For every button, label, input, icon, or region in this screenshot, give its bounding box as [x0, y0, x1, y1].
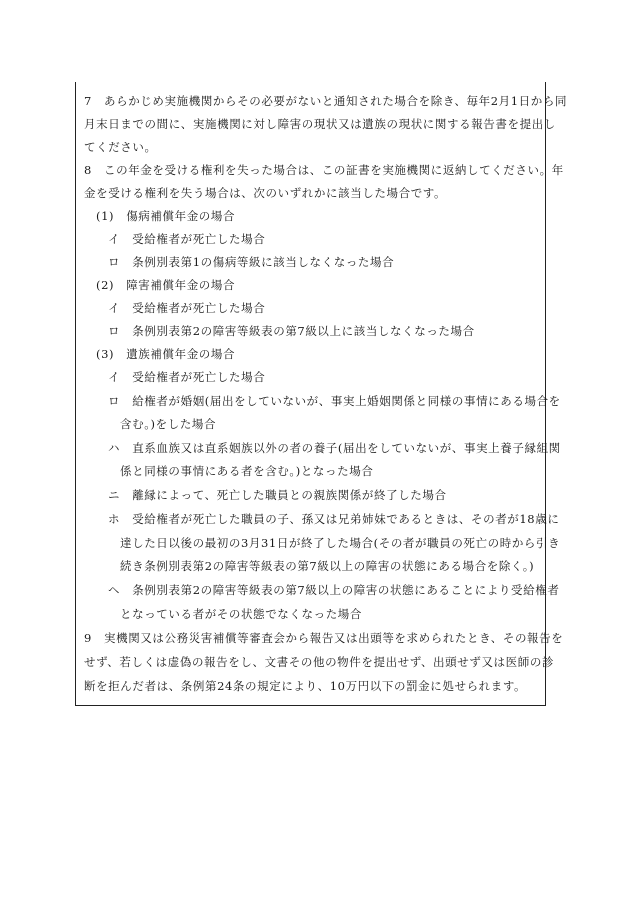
item-9-line-2: せず、若しくは虚偽の報告をし、文書その他の物件を提出せず、出頭せず又は医師の診	[84, 655, 555, 669]
item-8-line-2: 金を受ける権利を失う場合は、次のいずれかに該当した場合です。	[84, 186, 447, 200]
sub-3-ni: ニ 離縁によって、死亡した職員との親族関係が終了した場合	[108, 488, 447, 502]
sub-2-i: イ 受給権者が死亡した場合	[108, 301, 266, 315]
sub-3-ro-line-2: 含む。)をした場合	[120, 417, 217, 431]
sub-3-he-line-2: となっている者がその状態でなくなった場合	[120, 607, 362, 621]
item-9-line-3: 断を拒んだ者は、条例第24条の規定により、10万円以下の罰金に処せられます。	[84, 679, 527, 693]
sub-3-ho-line-1: ホ 受給権者が死亡した職員の子、孫又は兄弟姉妹であるときは、その者が18歳に	[108, 512, 560, 526]
sub-3-ha-line-1: ハ 直系血族又は直系姻族以外の者の養子(届出をしていないが、事実上養子縁組関	[108, 441, 561, 455]
sub-3-ho-line-2: 達した日以後の最初の3月31日が終了した場合(その者が職員の死亡の時から引き	[120, 536, 561, 550]
sub-2-heading: (2) 障害補償年金の場合	[96, 278, 236, 292]
sub-1-ro: ロ 条例別表第1の傷病等級に該当しなくなった場合	[108, 255, 395, 269]
sub-3-he-line-1: ヘ 条例別表第2の障害等級表の第7級以上の障害の状態にあることにより受給権者	[108, 583, 560, 597]
sub-3-ha-line-2: 係と同様の事情にある者を含む。)となった場合	[120, 464, 374, 478]
sub-2-ro: ロ 条例別表第2の障害等級表の第7級以上に該当しなくなった場合	[108, 324, 475, 338]
item-8-line-1: 8 この年金を受ける権利を失った場合は、この証書を実施機関に返納してください。年	[84, 163, 564, 177]
sub-1-i: イ 受給権者が死亡した場合	[108, 232, 266, 246]
sub-3-ho-line-3: 続き条例別表第2の障害等級表の第7級以上の障害の状態にある場合を除く。)	[120, 559, 535, 573]
item-9-line-1: 9 実機関又は公務災害補償等審査会から報告又は出頭等を求められたとき、その報告を	[84, 631, 564, 645]
sub-3-heading: (3) 遺族補償年金の場合	[96, 347, 236, 361]
sub-1-heading: (1) 傷病補償年金の場合	[96, 209, 236, 223]
item-7-line-2: 月末日までの間に、実施機関に対し障害の現状又は遺族の現状に関する報告書を提出し	[84, 117, 556, 131]
item-7-line-3: てください。	[84, 140, 157, 154]
sub-3-i: イ 受給権者が死亡した場合	[108, 370, 266, 384]
item-7-line-1: 7 あらかじめ実施機関からその必要がないと通知された場合を除き、毎年2月1日から同	[84, 94, 568, 108]
sub-3-ro-line-1: ロ 給権者が婚姻(届出をしていないが、事実上婚姻関係と同様の事情にある場合を	[108, 394, 561, 408]
